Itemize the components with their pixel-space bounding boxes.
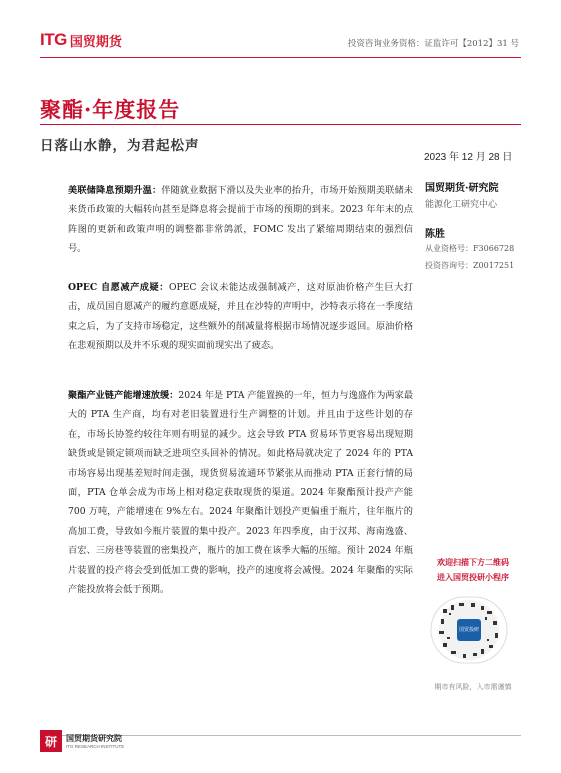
paragraph-opec [68,278,413,356]
company-logo [40,30,122,50]
sidebar-org: 国贸期货·研究院 [425,183,499,194]
paragraph-fed [68,181,413,259]
risk-warning: 期市有风险，入市需谨慎 [434,683,512,691]
paragraph-text: 伴随就业数据下滑以及失业率的抬升，市场开始预期美联储未来货币政策的大幅转向甚至是降息将会提前于市场的预期的到来。2023 年年末的点阵图的更新和政策声明的调整都非常鸽派，FOMC 发出了紧缩周期结束的强烈信号。 [68,185,413,255]
qr-prompt-line2: 进入国贸投研小程序 [437,572,509,582]
paragraph-lead: 聚酯产业链产能增速放缓： [68,390,179,401]
footer-en-name: ITG RESEARCH INSTITUTE [66,744,125,749]
paragraph-text: 2024 年是 PTA 产能置换的一年，恒力与逸盛作为两家最大的 PTA 生产商，均有对老旧装置进行生产调整的计划。并且由于这些计划的存在，市场长协签约较往年则有明显的减少。这会导致 PTA 贸易环节更容易出现短期缺货或是锁定锁项而缺乏进项空头回补的情况。如此格局就决定了 2024 年的 PTA 市场容易出现基差短时间走强，现货贸易流通环节紧张从而推动 PTA 正套行情的局面，PTA 仓单会成为市场上相对稳定获取现货的渠道。2024 年聚酯预计投产产能 700 万吨，产能增速在 9%左右。2024 年聚酯计划投产更偏重于瓶片，往年瓶片的高加工费，导致如今瓶片装置的集中投产。2023 年四季度，由于汉邦、海南逸盛、百宏、三房巷等装置的密集投产，瓶片的加工费在该季大幅的压缩。预计 2024 年瓶片装置的投产将会受到低加工费的影响，投产的速度将会减慢。2024 年聚酯的实际产能投放将会低于预期。 [68,390,414,596]
sidebar-dept: 能源化工研究中心 [425,200,498,210]
analyst-cert-qualification: 从业资格号：F3066728 [425,244,515,253]
paragraph-lead: OPEC 自愿减产成疑： [68,282,169,293]
header-divider [40,57,521,58]
qr-code[interactable] [421,591,517,669]
footer-text [66,733,124,749]
paragraph-lead: 美联储降息预期升温： [68,185,162,196]
qr-prompt-line1: 欢迎扫描下方二维码 [437,557,509,567]
logo-company-name: 国贸期货 [69,34,122,50]
paragraph-text: OPEC 会议未能达成强制减产，这对原油价格产生巨大打击，成员国自愿减产的履约意愿成疑，并且在沙特的声明中，沙特表示将在一季度结束之后，为了支持市场稳定，这些额外的削减量将根据市场情况逐步返回。原油价格在悲观预期以及并不乐观的现实面前现实出了疲态。 [68,282,413,352]
title-divider [40,124,521,125]
research-institute-icon: 研 [40,730,62,752]
footer-logo [40,730,124,752]
report-subtitle: 日落山水静，为君起松声 [40,138,200,154]
page-header [0,0,561,58]
report-title: 聚酯·年度报告 [40,97,181,122]
report-date: 2023 年 12 月 28 日 [424,152,513,163]
paragraph-polyester [68,386,413,599]
analyst-cert-consulting: 投资咨询号：Z0017251 [425,261,515,270]
footer-cn-name: 国贸期货研究院 [66,734,122,743]
license-text: 投资咨询业务资格：证监许可【2012】31 号 [347,39,519,49]
qr-center-label: 国贸投研 [458,627,479,633]
logo-itg: ITG [40,30,67,49]
analyst-name: 陈胜 [425,229,445,240]
